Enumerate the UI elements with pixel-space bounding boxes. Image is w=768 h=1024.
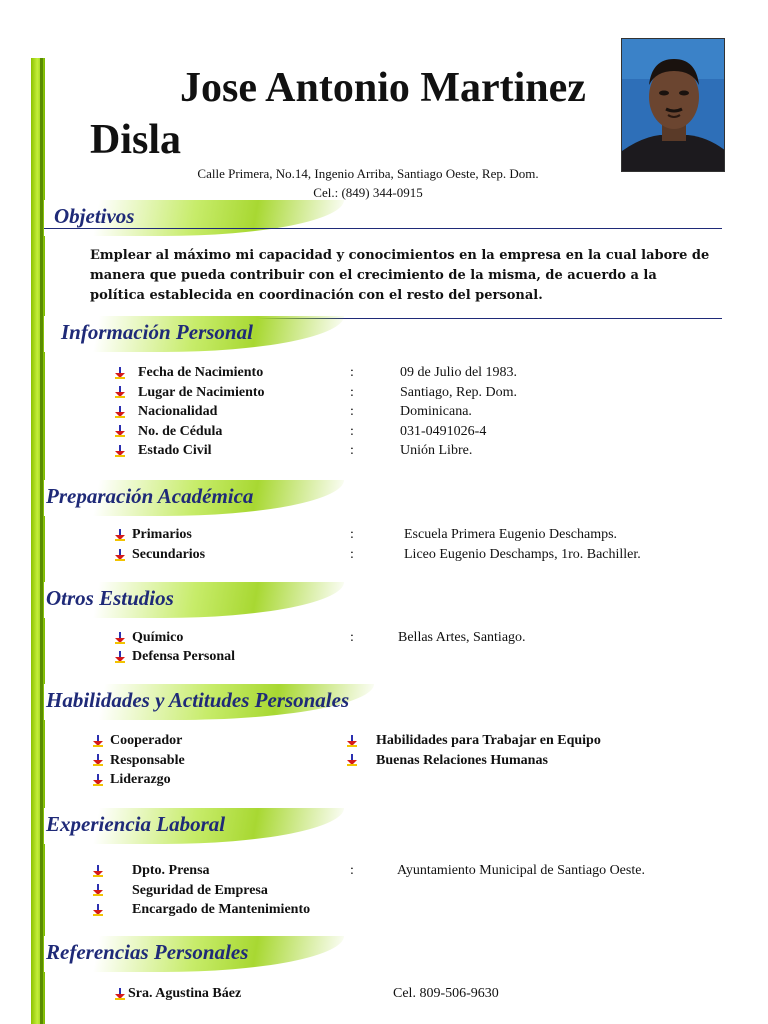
name-line-1: Jose Antonio Martinez [180, 65, 586, 111]
down-arrow-bullet-icon [114, 529, 126, 541]
item-label: Estado Civil [138, 443, 212, 458]
down-arrow-bullet-icon [114, 406, 126, 418]
item-separator: : [350, 443, 354, 458]
down-arrow-bullet-icon [92, 774, 104, 786]
section-preparacion-academica [44, 480, 344, 516]
item-value: Unión Libre. [400, 443, 473, 458]
address-line: Calle Primera, No.14, Ingenio Arriba, Santiago Oeste, Rep. Dom. [197, 166, 539, 181]
down-arrow-bullet-icon [114, 632, 126, 644]
section-title: Preparación Académica [46, 484, 254, 508]
item-label: Sra. Agustina Báez [128, 986, 242, 1001]
item-label: Encargado de Mantenimiento [132, 902, 311, 917]
left-accent-bar-line [40, 58, 43, 1024]
item-label: Químico [132, 630, 184, 645]
item-label: Nacionalidad [138, 404, 218, 419]
down-arrow-bullet-icon [114, 425, 126, 437]
list-item [114, 385, 265, 401]
item-label: Cooperador [110, 733, 183, 748]
item-label: Lugar de Nacimiento [138, 384, 265, 400]
section-title: Otros Estudios [46, 586, 174, 610]
item-separator: : [350, 384, 354, 400]
item-label: No. de Cédula [138, 423, 223, 439]
item-separator: : [350, 630, 354, 645]
item-label: Buenas Relaciones Humanas [376, 752, 548, 768]
item-separator: : [350, 423, 354, 439]
list-item [114, 649, 235, 665]
item-value: 031-0491026-4 [400, 423, 487, 439]
section-referencias-personales [44, 936, 344, 972]
list-item [92, 902, 310, 918]
down-arrow-bullet-icon [114, 549, 126, 561]
item-value: Dominicana. [400, 404, 472, 419]
item-label: Liderazgo [110, 772, 171, 787]
item-value: Escuela Primera Eugenio Deschamps. [404, 527, 618, 542]
list-item [114, 986, 241, 1002]
section-title: Experiencia Laboral [46, 812, 226, 836]
item-value: Bellas Artes, Santiago. [398, 630, 526, 645]
item-value: Santiago, Rep. Dom. [400, 384, 518, 400]
list-item [114, 630, 183, 646]
item-label: Responsable [110, 752, 185, 768]
item-label: Secundarios [132, 547, 206, 562]
reference-phone: Cel. 809-506-9630 [393, 986, 499, 1001]
section-title: Información Personal [61, 320, 253, 344]
item-separator: : [350, 863, 354, 878]
phone-line: Cel.: (849) 344-0915 [313, 185, 423, 200]
item-label: Defensa Personal [132, 649, 236, 664]
list-item [92, 863, 210, 879]
down-arrow-bullet-icon [92, 865, 104, 877]
list-item [114, 443, 212, 459]
name-line-2: Disla [90, 117, 182, 163]
list-item [92, 753, 185, 769]
item-separator: : [350, 547, 354, 562]
section-title: Referencias Personales [46, 940, 249, 964]
section-otros-estudios [44, 582, 344, 618]
down-arrow-bullet-icon [114, 988, 126, 1000]
divider [44, 228, 722, 229]
list-item [114, 365, 263, 381]
objective-text: Emplear al máximo mi capacidad y conocimientos en la empresa en la cual labore de manera que pueda contribuir con el crecimiento de la misma, de acuerdo a la política establecida en coordinación con el resto del personal. [90, 248, 710, 303]
section-title: Objetivos [54, 204, 135, 228]
list-item [92, 883, 268, 899]
item-label: Dpto. Prensa [132, 863, 210, 878]
list-item [114, 424, 222, 440]
down-arrow-bullet-icon [346, 735, 358, 747]
section-experiencia-laboral [44, 808, 344, 844]
down-arrow-bullet-icon [92, 735, 104, 747]
down-arrow-bullet-icon [114, 445, 126, 457]
item-label: Primarios [132, 527, 192, 542]
list-item [346, 753, 548, 769]
list-item [114, 404, 217, 420]
item-separator: : [350, 365, 354, 380]
down-arrow-bullet-icon [114, 386, 126, 398]
item-label: Habilidades para Trabajar en Equipo [376, 733, 601, 748]
item-label: Seguridad de Empresa [132, 882, 268, 898]
item-label: Fecha de Nacimiento [138, 365, 264, 380]
item-separator: : [350, 527, 354, 542]
section-title: Habilidades y Actitudes Personales [46, 688, 350, 712]
list-item [92, 733, 182, 749]
down-arrow-bullet-icon [92, 754, 104, 766]
item-value: 09 de Julio del 1983. [400, 365, 518, 380]
section-objetivos [44, 200, 344, 236]
section-informacion-personal [44, 316, 344, 352]
down-arrow-bullet-icon [346, 754, 358, 766]
section-habilidades [44, 684, 374, 720]
item-value: Liceo Eugenio Deschamps, 1ro. Bachiller. [404, 547, 641, 562]
down-arrow-bullet-icon [92, 884, 104, 896]
item-separator: : [350, 404, 354, 419]
portrait-photo [621, 38, 725, 172]
list-item [346, 733, 601, 749]
down-arrow-bullet-icon [92, 904, 104, 916]
down-arrow-bullet-icon [114, 367, 126, 379]
list-item [92, 772, 171, 788]
item-value: Ayuntamiento Municipal de Santiago Oeste. [397, 863, 645, 878]
list-item [114, 547, 205, 563]
down-arrow-bullet-icon [114, 651, 126, 663]
list-item [114, 527, 192, 543]
